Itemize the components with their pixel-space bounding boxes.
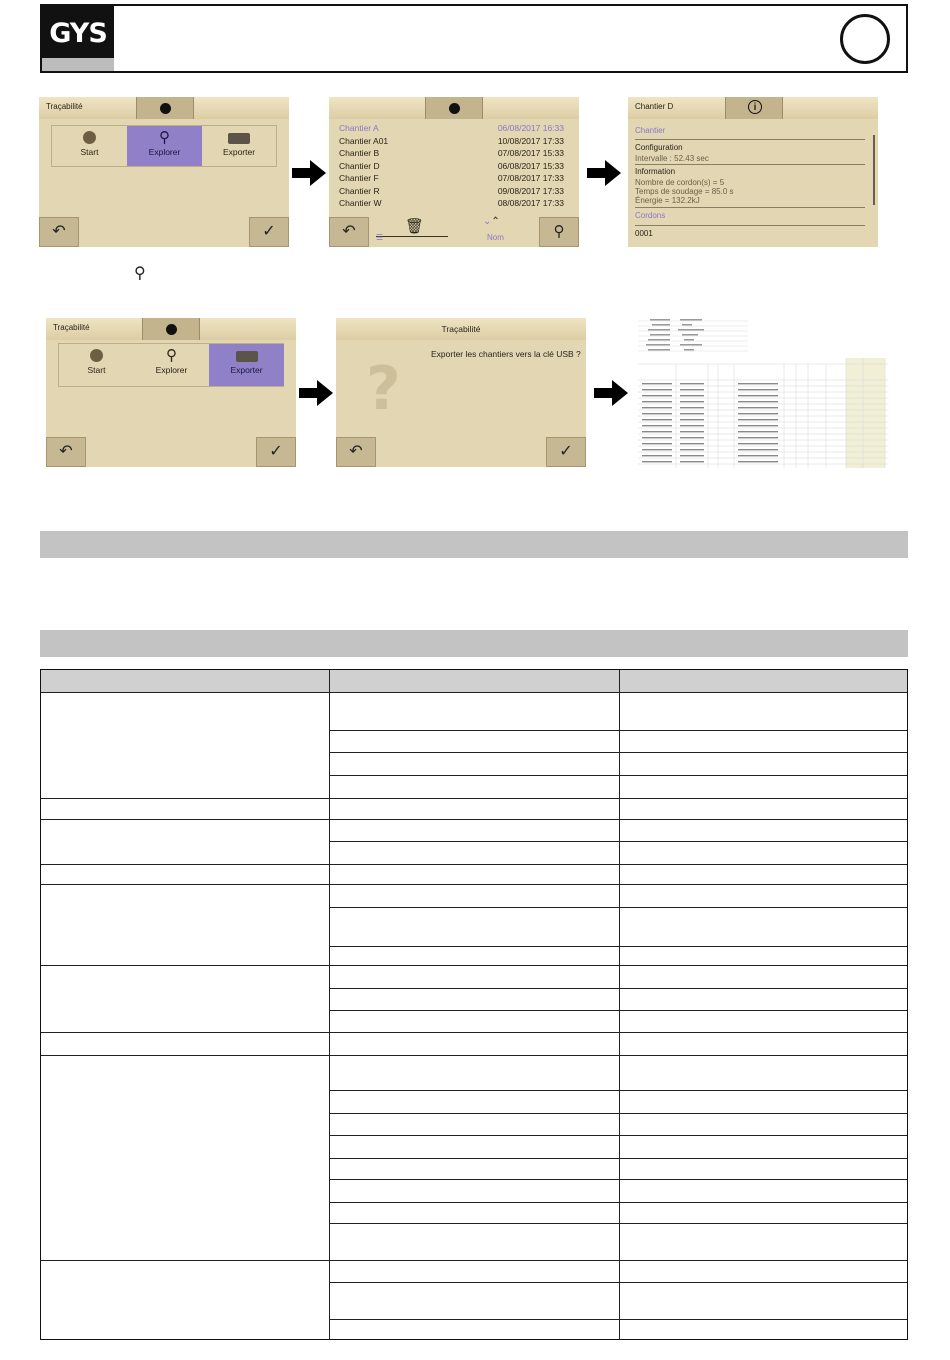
table-row-line — [41, 819, 907, 820]
magnifier-icon: ⚲ — [159, 129, 170, 146]
menu-item-label: Start — [80, 147, 99, 157]
record-dot-icon — [449, 103, 460, 114]
screen-title: Traçabilité — [441, 324, 481, 334]
section-header-bar — [40, 630, 908, 657]
table-row-line — [41, 884, 907, 885]
list-item[interactable]: Chantier D 06/08/2017 15:33 — [339, 161, 564, 171]
column-divider — [619, 670, 620, 1340]
config-title: Configuration — [635, 143, 683, 152]
screen-title-bar — [46, 318, 296, 340]
screen-job-details — [628, 97, 878, 247]
menu-item-start[interactable] — [52, 126, 127, 166]
spreadsheet-preview — [638, 318, 888, 468]
gys-logo — [42, 6, 114, 71]
sort-arrows-icon[interactable]: ⌄⌃ — [483, 216, 500, 227]
menu-item-label: Start — [87, 365, 106, 375]
column-divider — [329, 670, 330, 1340]
record-dot-icon — [160, 103, 171, 114]
back-button[interactable]: ↶ — [329, 217, 369, 247]
table-row-line — [329, 1282, 907, 1283]
trash-icon[interactable]: 🗑 — [405, 218, 425, 235]
screen-title-bar — [329, 97, 579, 119]
logo-underbar — [42, 58, 114, 71]
list-item[interactable]: Chantier F 07/08/2017 17:33 — [339, 173, 564, 183]
table-row-line — [329, 988, 907, 989]
table-row-line — [329, 841, 907, 842]
cordon-item[interactable]: 0001 — [635, 229, 653, 238]
record-dot-icon — [166, 324, 177, 335]
screen-export-confirm — [336, 318, 586, 467]
menu-item-label: Exporter — [230, 365, 263, 375]
table-row-line — [41, 798, 907, 799]
info-title: Information — [635, 167, 676, 176]
screen-title: Chantier D — [635, 102, 674, 111]
menu-item-exporter[interactable] — [202, 126, 276, 166]
screen-title-bar — [628, 97, 878, 119]
arrow-right-icon — [594, 380, 628, 406]
table-row-line — [329, 1223, 907, 1224]
table-row-line — [329, 1090, 907, 1091]
screen-traceability-menu-export — [46, 318, 296, 467]
table-header-row — [41, 670, 907, 692]
list-item[interactable]: Chantier W 08/08/2017 17:33 — [339, 198, 564, 208]
tab-info[interactable] — [725, 97, 783, 119]
menu-item-start[interactable] — [59, 344, 134, 386]
usb-icon — [228, 133, 250, 144]
sort-label: Nom — [487, 233, 504, 242]
start-dot-icon — [83, 131, 96, 144]
table-row-line — [41, 1260, 907, 1261]
ok-button[interactable]: ✓ — [256, 437, 296, 467]
screen-traceability-menu — [39, 97, 289, 247]
table-row-line — [329, 1113, 907, 1114]
divider — [635, 207, 865, 208]
back-button[interactable]: ↶ — [336, 437, 376, 467]
screen-title-bar — [39, 97, 289, 119]
menu-item-exporter[interactable] — [209, 344, 284, 386]
table-row-line — [41, 864, 907, 865]
start-dot-icon — [90, 349, 103, 362]
arrow-right-icon — [587, 160, 621, 186]
screen-title: Traçabilité — [53, 323, 90, 332]
back-button[interactable]: ↶ — [39, 217, 79, 247]
table-row-line — [329, 1179, 907, 1180]
table-row-line — [329, 1319, 907, 1320]
info-icon: i — [748, 100, 762, 114]
menu-item-explorer[interactable] — [134, 344, 209, 386]
spec-table — [40, 669, 908, 1340]
tab-record[interactable] — [142, 318, 200, 340]
arrow-right-icon — [292, 160, 326, 186]
divider — [635, 139, 865, 140]
table-row-line — [329, 1010, 907, 1011]
table-row-line — [329, 752, 907, 753]
divider — [635, 164, 865, 165]
menu-item-explorer[interactable] — [127, 126, 202, 166]
config-line: Intervalle : 52.43 sec — [635, 154, 709, 163]
list-item[interactable]: Chantier A 06/08/2017 16:33 — [339, 123, 564, 133]
page-header — [40, 4, 908, 73]
screen-job-list — [329, 97, 579, 247]
table-row-line — [329, 907, 907, 908]
magnifier-icon: ⚲ — [134, 265, 146, 282]
screen-title-bar — [336, 318, 586, 340]
scroll-indicator — [376, 236, 448, 237]
table-row-line — [329, 1202, 907, 1203]
list-item[interactable]: Chantier R 09/08/2017 17:33 — [339, 186, 564, 196]
menu-item-label: Explorer — [148, 147, 181, 157]
back-button[interactable]: ↶ — [46, 437, 86, 467]
table-row-line — [329, 1158, 907, 1159]
table-row-line — [41, 1032, 907, 1033]
ok-button[interactable]: ✓ — [249, 217, 289, 247]
table-row-line — [329, 1135, 907, 1136]
menu-bar — [58, 343, 284, 387]
question-mark-icon: ? — [366, 354, 401, 424]
info-line: Énergie = 132.2kJ — [635, 196, 700, 205]
table-row-line — [41, 1055, 907, 1056]
table-row-line — [329, 775, 907, 776]
screen-title: Traçabilité — [46, 102, 83, 111]
menu-item-label: Exporter — [222, 147, 256, 157]
spreadsheet-thumbnail — [638, 318, 888, 468]
magnifier-icon: ⚲ — [166, 347, 177, 364]
arrow-right-icon — [299, 380, 333, 406]
info-line: Temps de soudage = 85.0 s — [635, 187, 734, 196]
menu-item-label: Explorer — [155, 365, 188, 375]
language-circle-icon — [840, 14, 890, 64]
tab-record[interactable] — [136, 97, 194, 119]
scrollbar[interactable] — [873, 135, 875, 205]
export-question: Exporter les chantiers vers la clé USB ? — [431, 349, 581, 359]
table-row-line — [41, 965, 907, 966]
table-row-line — [329, 946, 907, 947]
search-button[interactable]: ⚲ — [539, 217, 579, 247]
divider — [635, 225, 865, 226]
usb-icon — [236, 351, 258, 362]
table-row-line — [41, 692, 907, 693]
section-header-bar — [40, 531, 908, 558]
info-line: Nombre de cordon(s) = 5 — [635, 178, 725, 187]
list-item[interactable]: Chantier B 07/08/2017 15:33 — [339, 148, 564, 158]
tab-record[interactable] — [425, 97, 483, 119]
menu-bar — [51, 125, 277, 167]
logo-text: GYS — [49, 18, 107, 49]
ok-button[interactable]: ✓ — [546, 437, 586, 467]
list-item[interactable]: Chantier A01 10/08/2017 17:33 — [339, 136, 564, 146]
table-row-line — [329, 730, 907, 731]
section-cordons: Cordons — [635, 211, 666, 220]
section-chantier: Chantier — [635, 126, 666, 135]
list-icon: ☰ — [376, 233, 384, 242]
